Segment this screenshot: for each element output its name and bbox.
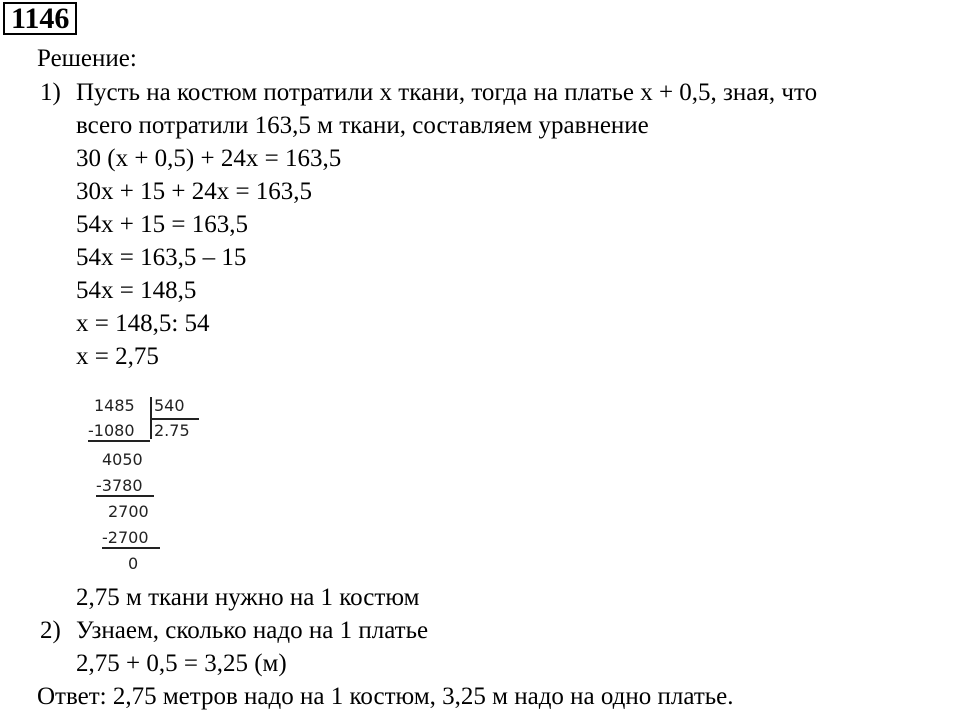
division-underline-3 <box>102 547 160 549</box>
equation-line-4: 54x = 163,5 – 15 <box>76 244 247 271</box>
equation-line-5: 54x = 148,5 <box>76 277 197 304</box>
division-divisor: 540 <box>154 396 185 415</box>
step-1-marker: 1) <box>40 79 61 106</box>
equation-line-7: x = 2,75 <box>76 343 159 370</box>
division-step-2: 4050 <box>102 450 143 469</box>
division-underline-1 <box>88 440 150 442</box>
step-2-line-1: Узнаем, сколько надо на 1 платье <box>76 617 429 644</box>
long-division <box>84 394 224 579</box>
answer: Ответ: 2,75 метров надо на 1 костюм, 3,25 м надо на одно платье. <box>37 683 734 710</box>
step-2-line-2: 2,75 + 0,5 = 3,25 (м) <box>76 650 287 677</box>
problem-number: 1146 <box>3 2 77 35</box>
division-step-3: -3780 <box>96 476 143 495</box>
division-underline-2 <box>96 495 154 497</box>
equation-line-3: 54x + 15 = 163,5 <box>76 211 248 238</box>
step-1-result: 2,75 м ткани нужно на 1 костюм <box>76 584 420 611</box>
step-2-marker: 2) <box>40 617 61 644</box>
division-step-4: 2700 <box>108 502 149 521</box>
division-quotient: 2.75 <box>154 421 190 440</box>
division-remainder: 0 <box>128 554 139 573</box>
equation-line-6: x = 148,5: 54 <box>76 310 210 337</box>
step-1-line-2: всего потратили 163,5 м ткани, составляем уравнение <box>76 112 649 139</box>
division-step-1: -1080 <box>88 421 135 440</box>
division-divisor-underline <box>151 418 199 420</box>
division-dividend: 1485 <box>94 396 135 415</box>
equation-line-2: 30x + 15 + 24x = 163,5 <box>76 178 313 205</box>
step-1-line-1: Пусть на костюм потратили x ткани, тогда на платье x + 0,5, зная, что <box>76 79 818 106</box>
equation-line-1: 30 (x + 0,5) + 24x = 163,5 <box>76 145 342 172</box>
solution-label: Решение: <box>37 45 137 72</box>
division-step-5: -2700 <box>102 528 149 547</box>
